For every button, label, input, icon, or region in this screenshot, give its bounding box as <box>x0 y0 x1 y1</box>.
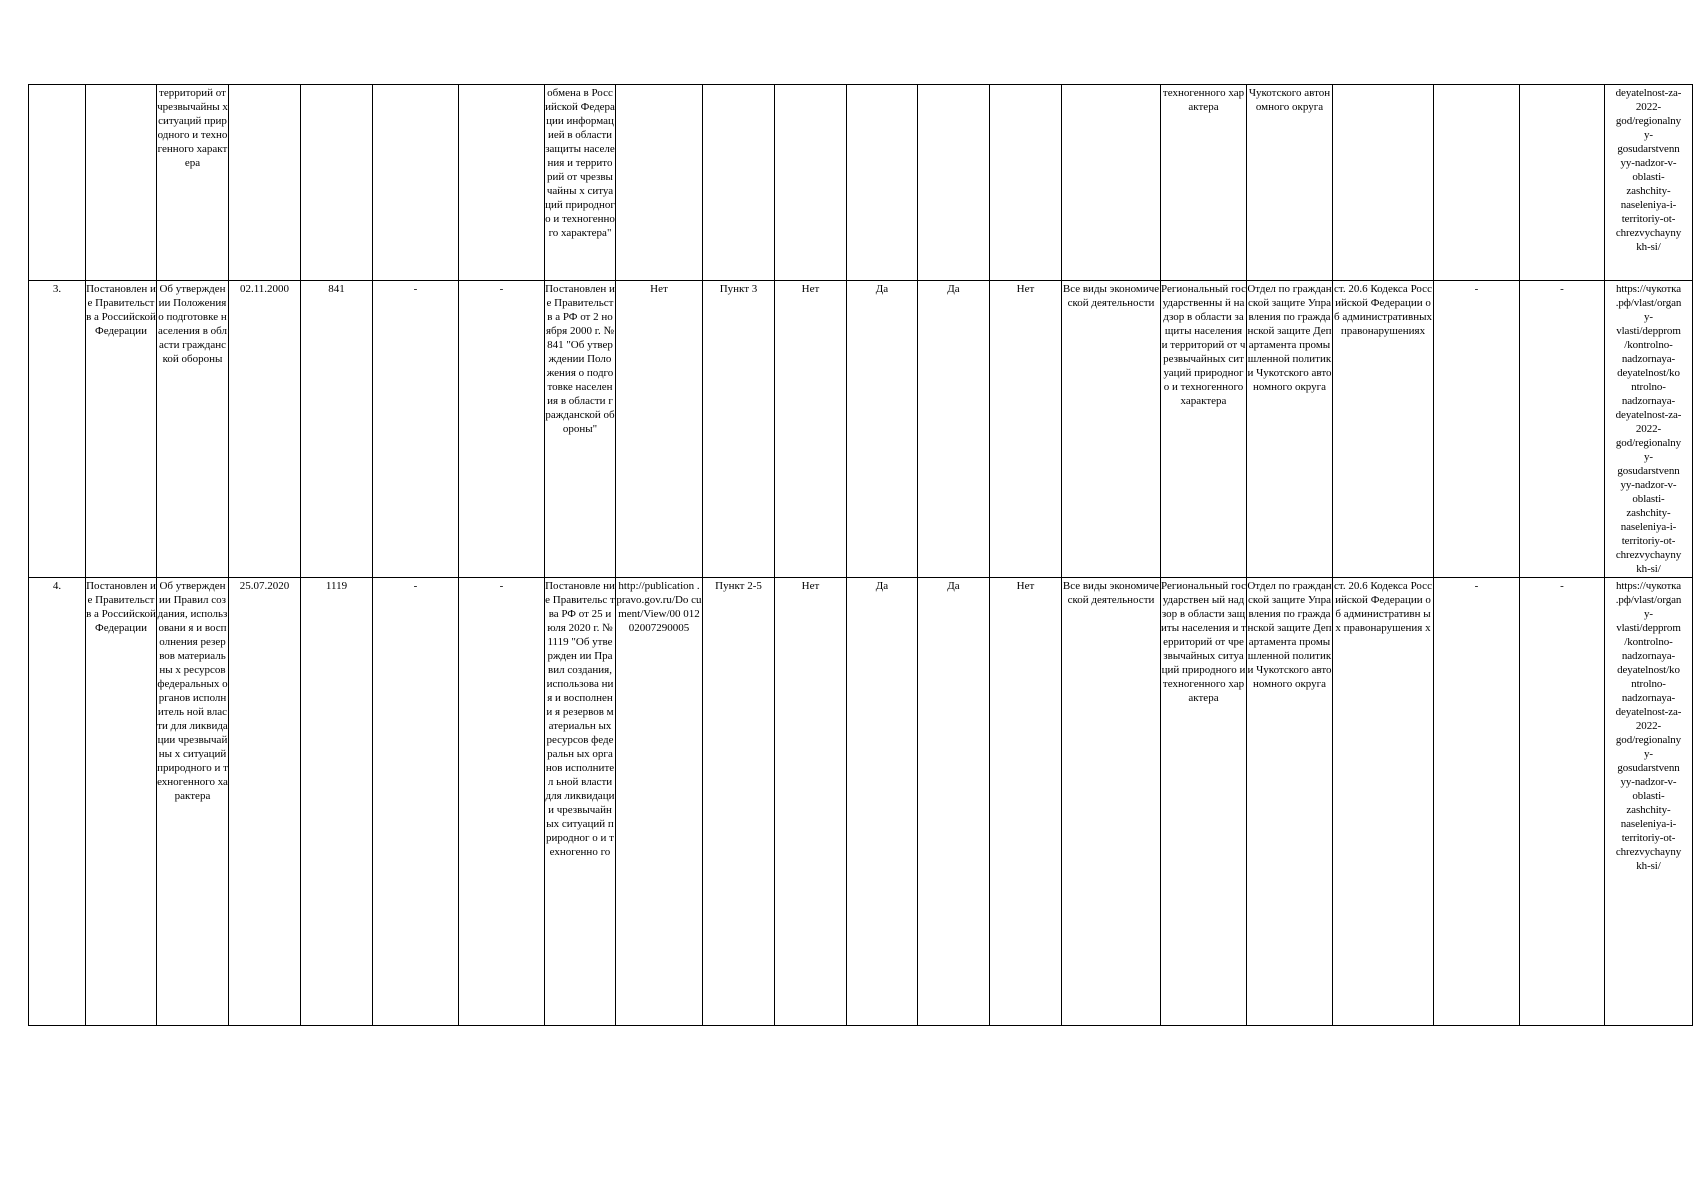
cell-col-13 <box>918 85 990 281</box>
cell-col-20: - <box>1520 281 1605 578</box>
cell-publication-link: Нет <box>616 281 703 578</box>
cell-act-type: Постановлен ие Правительств а Российской Федерации <box>86 578 157 1026</box>
cell-date: 02.11.2000 <box>229 281 301 578</box>
cell-col-11 <box>775 85 847 281</box>
cell-control-type: Региональный государственны й надзор в области защиты населения и территорий от чрезвычайных ситуаций природного и техногенного характера <box>1161 281 1247 578</box>
regulatory-acts-table <box>28 84 1693 1026</box>
cell-number: 3. <box>29 281 86 578</box>
cell-col-19: - <box>1434 281 1520 578</box>
cell-col-11: Нет <box>775 281 847 578</box>
cell-col-6: - <box>373 578 459 1026</box>
cell-department: Чукотского автономного округа <box>1247 85 1333 281</box>
cell-col-20 <box>1520 85 1605 281</box>
cell-site-link[interactable]: https://чукотка .рф/vlast/organ y- vlasti/depprom /kontrolno- nadzornaya- deyatelnost/ko ntrolno- nadzornaya- deyatelnost-za- 2022- god/regionalny y- gosudarstvenn yy-nadzor-v- oblasti- zashchity- naseleniya-i- territoriy-ot- chrezvychayny kh-si/ <box>1605 578 1693 1026</box>
cell-full-name: Постановле ние Правительс тва РФ от 25 июля 2020 г. № 1119 "Об утвержден ии Правил создания, использова ния и восполнени я резервов материальн ых ресурсов федеральн ых органов исполнител ьной власти для ликвидаци и чрезвычайн ых ситуаций природног о и техногенно го <box>545 578 616 1026</box>
cell-col-13: Да <box>918 281 990 578</box>
cell-col-6: - <box>373 281 459 578</box>
cell-col-14: Нет <box>990 578 1062 1026</box>
cell-date: 25.07.2020 <box>229 578 301 1026</box>
cell-date <box>229 85 301 281</box>
cell-col-7: - <box>459 578 545 1026</box>
cell-col-14 <box>990 85 1062 281</box>
cell-col-13: Да <box>918 578 990 1026</box>
cell-publication-link[interactable]: http://publication .pravo.gov.ru/Do cument/View/00 01202007290005 <box>616 578 703 1026</box>
cell-col-7: - <box>459 281 545 578</box>
cell-act-number: 1119 <box>301 578 373 1026</box>
cell-department: Отдел по гражданской защите Управления по гражданской защите Департамента промышленной политики Чукотского автономного округа <box>1247 578 1333 1026</box>
cell-act-type <box>86 85 157 281</box>
cell-act-title: территорий от чрезвычайны х ситуаций природного и техногенного характера <box>157 85 229 281</box>
cell-act-title: Об утверждении Положения о подготовке населения в области гражданской обороны <box>157 281 229 578</box>
cell-activity <box>1062 85 1161 281</box>
cell-liability: ст. 20.6 Кодекса Российской Федерации об административн ых правонарушения х <box>1333 578 1434 1026</box>
cell-col-12: Да <box>847 578 918 1026</box>
cell-col-19: - <box>1434 578 1520 1026</box>
cell-col-11: Нет <box>775 578 847 1026</box>
cell-publication-link <box>616 85 703 281</box>
cell-control-type: Региональный государствен ый надзор в области защиты населения и территорий от чрезвычайных ситуаций природного и техногенного характера <box>1161 578 1247 1026</box>
cell-col-14: Нет <box>990 281 1062 578</box>
cell-site-link[interactable]: https://чукотка .рф/vlast/organ y- vlasti/depprom /kontrolno- nadzornaya- deyatelnost/ko ntrolno- nadzornaya- deyatelnost-za- 2022- god/regionalny y- gosudarstvenn yy-nadzor-v- oblasti- zashchity- naseleniya-i- territoriy-ot- chrezvychayny kh-si/ <box>1605 281 1693 578</box>
cell-clause: Пункт 3 <box>703 281 775 578</box>
cell-full-name: обмена в Российской Федерации информацией в области защиты населения и территорий от чрезвычайны х ситуаций природного и техногенного характера" <box>545 85 616 281</box>
cell-liability <box>1333 85 1434 281</box>
cell-col-12: Да <box>847 281 918 578</box>
cell-control-type: техногенного характера <box>1161 85 1247 281</box>
table-row <box>29 578 1693 1026</box>
cell-act-number: 841 <box>301 281 373 578</box>
cell-col-20: - <box>1520 578 1605 1026</box>
cell-col-19 <box>1434 85 1520 281</box>
cell-liability: ст. 20.6 Кодекса Российской Федерации об административных правонарушениях <box>1333 281 1434 578</box>
cell-activity: Все виды экономической деятельности <box>1062 578 1161 1026</box>
cell-site-link[interactable]: deyatelnost-za- 2022- god/regionalny y- gosudarstvenn yy-nadzor-v- oblasti- zashchity- naseleniya-i- territoriy-ot- chrezvychayny kh-si/ <box>1605 85 1693 281</box>
cell-clause: Пункт 2-5 <box>703 578 775 1026</box>
cell-col-12 <box>847 85 918 281</box>
cell-act-title: Об утверждении Правил создания, использовани я и восполнения резервов материальны х ресурсов федеральных органов исполнитель ной власти для ликвидации чрезвычайны х ситуаций природного и техногенного характера <box>157 578 229 1026</box>
cell-activity: Все виды экономической деятельности <box>1062 281 1161 578</box>
cell-full-name: Постановлен ие Правительств а РФ от 2 ноября 2000 г. № 841 "Об утверждении Положения о подготовке населения в области гражданской обороны" <box>545 281 616 578</box>
cell-act-type: Постановлен ие Правительств а Российской Федерации <box>86 281 157 578</box>
cell-clause <box>703 85 775 281</box>
cell-act-number <box>301 85 373 281</box>
cell-col-7 <box>459 85 545 281</box>
cell-col-6 <box>373 85 459 281</box>
cell-department: Отдел по гражданской защите Управления по гражданской защите Департамента промышленной политики Чукотского автономного округа <box>1247 281 1333 578</box>
cell-number <box>29 85 86 281</box>
cell-number: 4. <box>29 578 86 1026</box>
table-row <box>29 85 1693 281</box>
table-row <box>29 281 1693 578</box>
